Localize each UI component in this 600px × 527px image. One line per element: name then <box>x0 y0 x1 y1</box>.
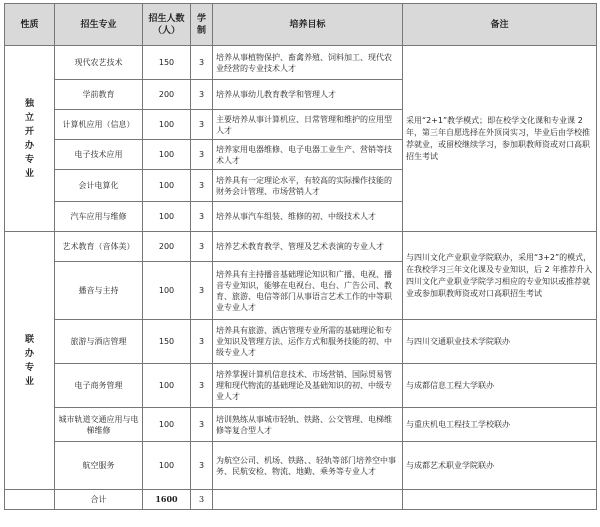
header-goal: 培养目标 <box>213 4 403 46</box>
years-cell: 3 <box>191 80 213 110</box>
years-cell: 3 <box>191 46 213 80</box>
count-cell: 200 <box>143 232 191 262</box>
goal-cell: 培训熟练从事城市轻轨、铁路、公交管理、电梯维修等复合型人才 <box>213 408 403 442</box>
years-cell: 3 <box>191 110 213 140</box>
years-cell: 3 <box>191 408 213 442</box>
goal-cell: 培养掌握计算机信息技术、市场营销、国际贸易管理和现代物流的基础理论及基础知识的初、中级专业人才 <box>213 364 403 408</box>
header-category: 性质 <box>5 4 55 46</box>
major-cell: 现代农艺技术 <box>55 46 143 80</box>
table-row <box>5 320 597 364</box>
independent-note: 采用“2+1”教学模式；即在校学文化课和专业课 2 年，第三年自愿选择在外顶岗实习，毕业后由学校推荐就业，或留校继续学习，参加职教师资或对口高职招生考试 <box>403 46 597 232</box>
count-cell: 100 <box>143 140 191 170</box>
total-row <box>5 490 597 510</box>
joint-note-tourism: 与四川交通职业技术学院联办 <box>403 320 597 364</box>
count-cell: 100 <box>143 442 191 490</box>
major-cell: 电子技术应用 <box>55 140 143 170</box>
total-label: 合计 <box>55 490 143 510</box>
table-row <box>5 232 597 262</box>
major-cell: 城市轨道交通应用与电梯维修 <box>55 408 143 442</box>
count-cell: 100 <box>143 202 191 232</box>
years-cell: 3 <box>191 170 213 202</box>
major-cell: 汽车应用与维修 <box>55 202 143 232</box>
goal-cell: 培养从事植物保护、畜禽养殖、饲料加工、现代农业经营的专业技术人才 <box>213 46 403 80</box>
major-cell: 航空服务 <box>55 442 143 490</box>
goal-cell: 主要培养从事计算机应、日常管理和维护的应用型人才 <box>213 110 403 140</box>
header-row <box>5 4 597 46</box>
header-count: 招生人数（人） <box>143 4 191 46</box>
major-cell: 播音与主持 <box>55 262 143 320</box>
total-years: 3 <box>191 490 213 510</box>
count-cell: 100 <box>143 262 191 320</box>
major-cell: 学前教育 <box>55 80 143 110</box>
goal-cell: 培养从事幼儿教育教学和管理人才 <box>213 80 403 110</box>
count-cell: 100 <box>143 364 191 408</box>
goal-cell: 培养从事汽车组装、维修的初、中级技术人才 <box>213 202 403 232</box>
joint-note-art-broadcast: 与四川文化产业职业学院联办，采用“3+2”的模式，在我校学习三年文化课及专业知识，后 2 年推荐升入四川文化产业职业学院学习相应的专业知识或推荐就业或参加职教师资或对口高职招生考试 <box>403 232 597 320</box>
count-cell: 150 <box>143 46 191 80</box>
major-cell: 电子商务管理 <box>55 364 143 408</box>
major-cell: 计算机应用（信息） <box>55 110 143 140</box>
header-years: 学制 <box>191 4 213 46</box>
years-cell: 3 <box>191 320 213 364</box>
years-cell: 3 <box>191 232 213 262</box>
major-cell: 旅游与酒店管理 <box>55 320 143 364</box>
joint-note-aviation: 与成都艺术职业学院联办 <box>403 442 597 490</box>
years-cell: 3 <box>191 262 213 320</box>
goal-cell: 为航空公司、机场、铁路、、轻轨等部门培养空中事务、民航安检、物流、地勤、乘务等专业人才 <box>213 442 403 490</box>
major-cell: 艺术教育（音体美） <box>55 232 143 262</box>
table-row <box>5 364 597 408</box>
enrollment-table <box>4 3 597 510</box>
count-cell: 200 <box>143 80 191 110</box>
category-joint: 联办专业 <box>5 232 55 490</box>
table-row <box>5 442 597 490</box>
total-count: 1600 <box>143 490 191 510</box>
goal-cell: 培养具有一定理论水平，有较高的实际操作技能的财务会计管理、市场营销人才 <box>213 170 403 202</box>
count-cell: 150 <box>143 320 191 364</box>
goal-cell: 培养家用电器维修、电子电器工业生产、营销等技术人才 <box>213 140 403 170</box>
count-cell: 100 <box>143 170 191 202</box>
table-row <box>5 46 597 80</box>
header-major: 招生专业 <box>55 4 143 46</box>
count-cell: 100 <box>143 408 191 442</box>
years-cell: 3 <box>191 140 213 170</box>
goal-cell: 培养具有主持播音基础理论知识和广播、电视、播音专业知识，能够在电视台、电台、广告公司、教育、旅游、电信等部门从事语言艺术工作的中等职业专业人才 <box>213 262 403 320</box>
years-cell: 3 <box>191 364 213 408</box>
major-cell: 会计电算化 <box>55 170 143 202</box>
category-independent: 独立开办专业 <box>5 46 55 232</box>
joint-note-rail: 与重庆机电工程技工学校联办 <box>403 408 597 442</box>
table-row <box>5 408 597 442</box>
years-cell: 3 <box>191 202 213 232</box>
header-note: 备注 <box>403 4 597 46</box>
count-cell: 100 <box>143 110 191 140</box>
goal-cell: 培养艺术教育教学、管理及艺术表演的专业人才 <box>213 232 403 262</box>
joint-note-ecommerce: 与成都信息工程大学联办 <box>403 364 597 408</box>
years-cell: 3 <box>191 442 213 490</box>
goal-cell: 培养具有旅游、酒店管理专业所需的基础理论和专业知识及管理方法、运作方式和服务技能的初、中级专业人才 <box>213 320 403 364</box>
